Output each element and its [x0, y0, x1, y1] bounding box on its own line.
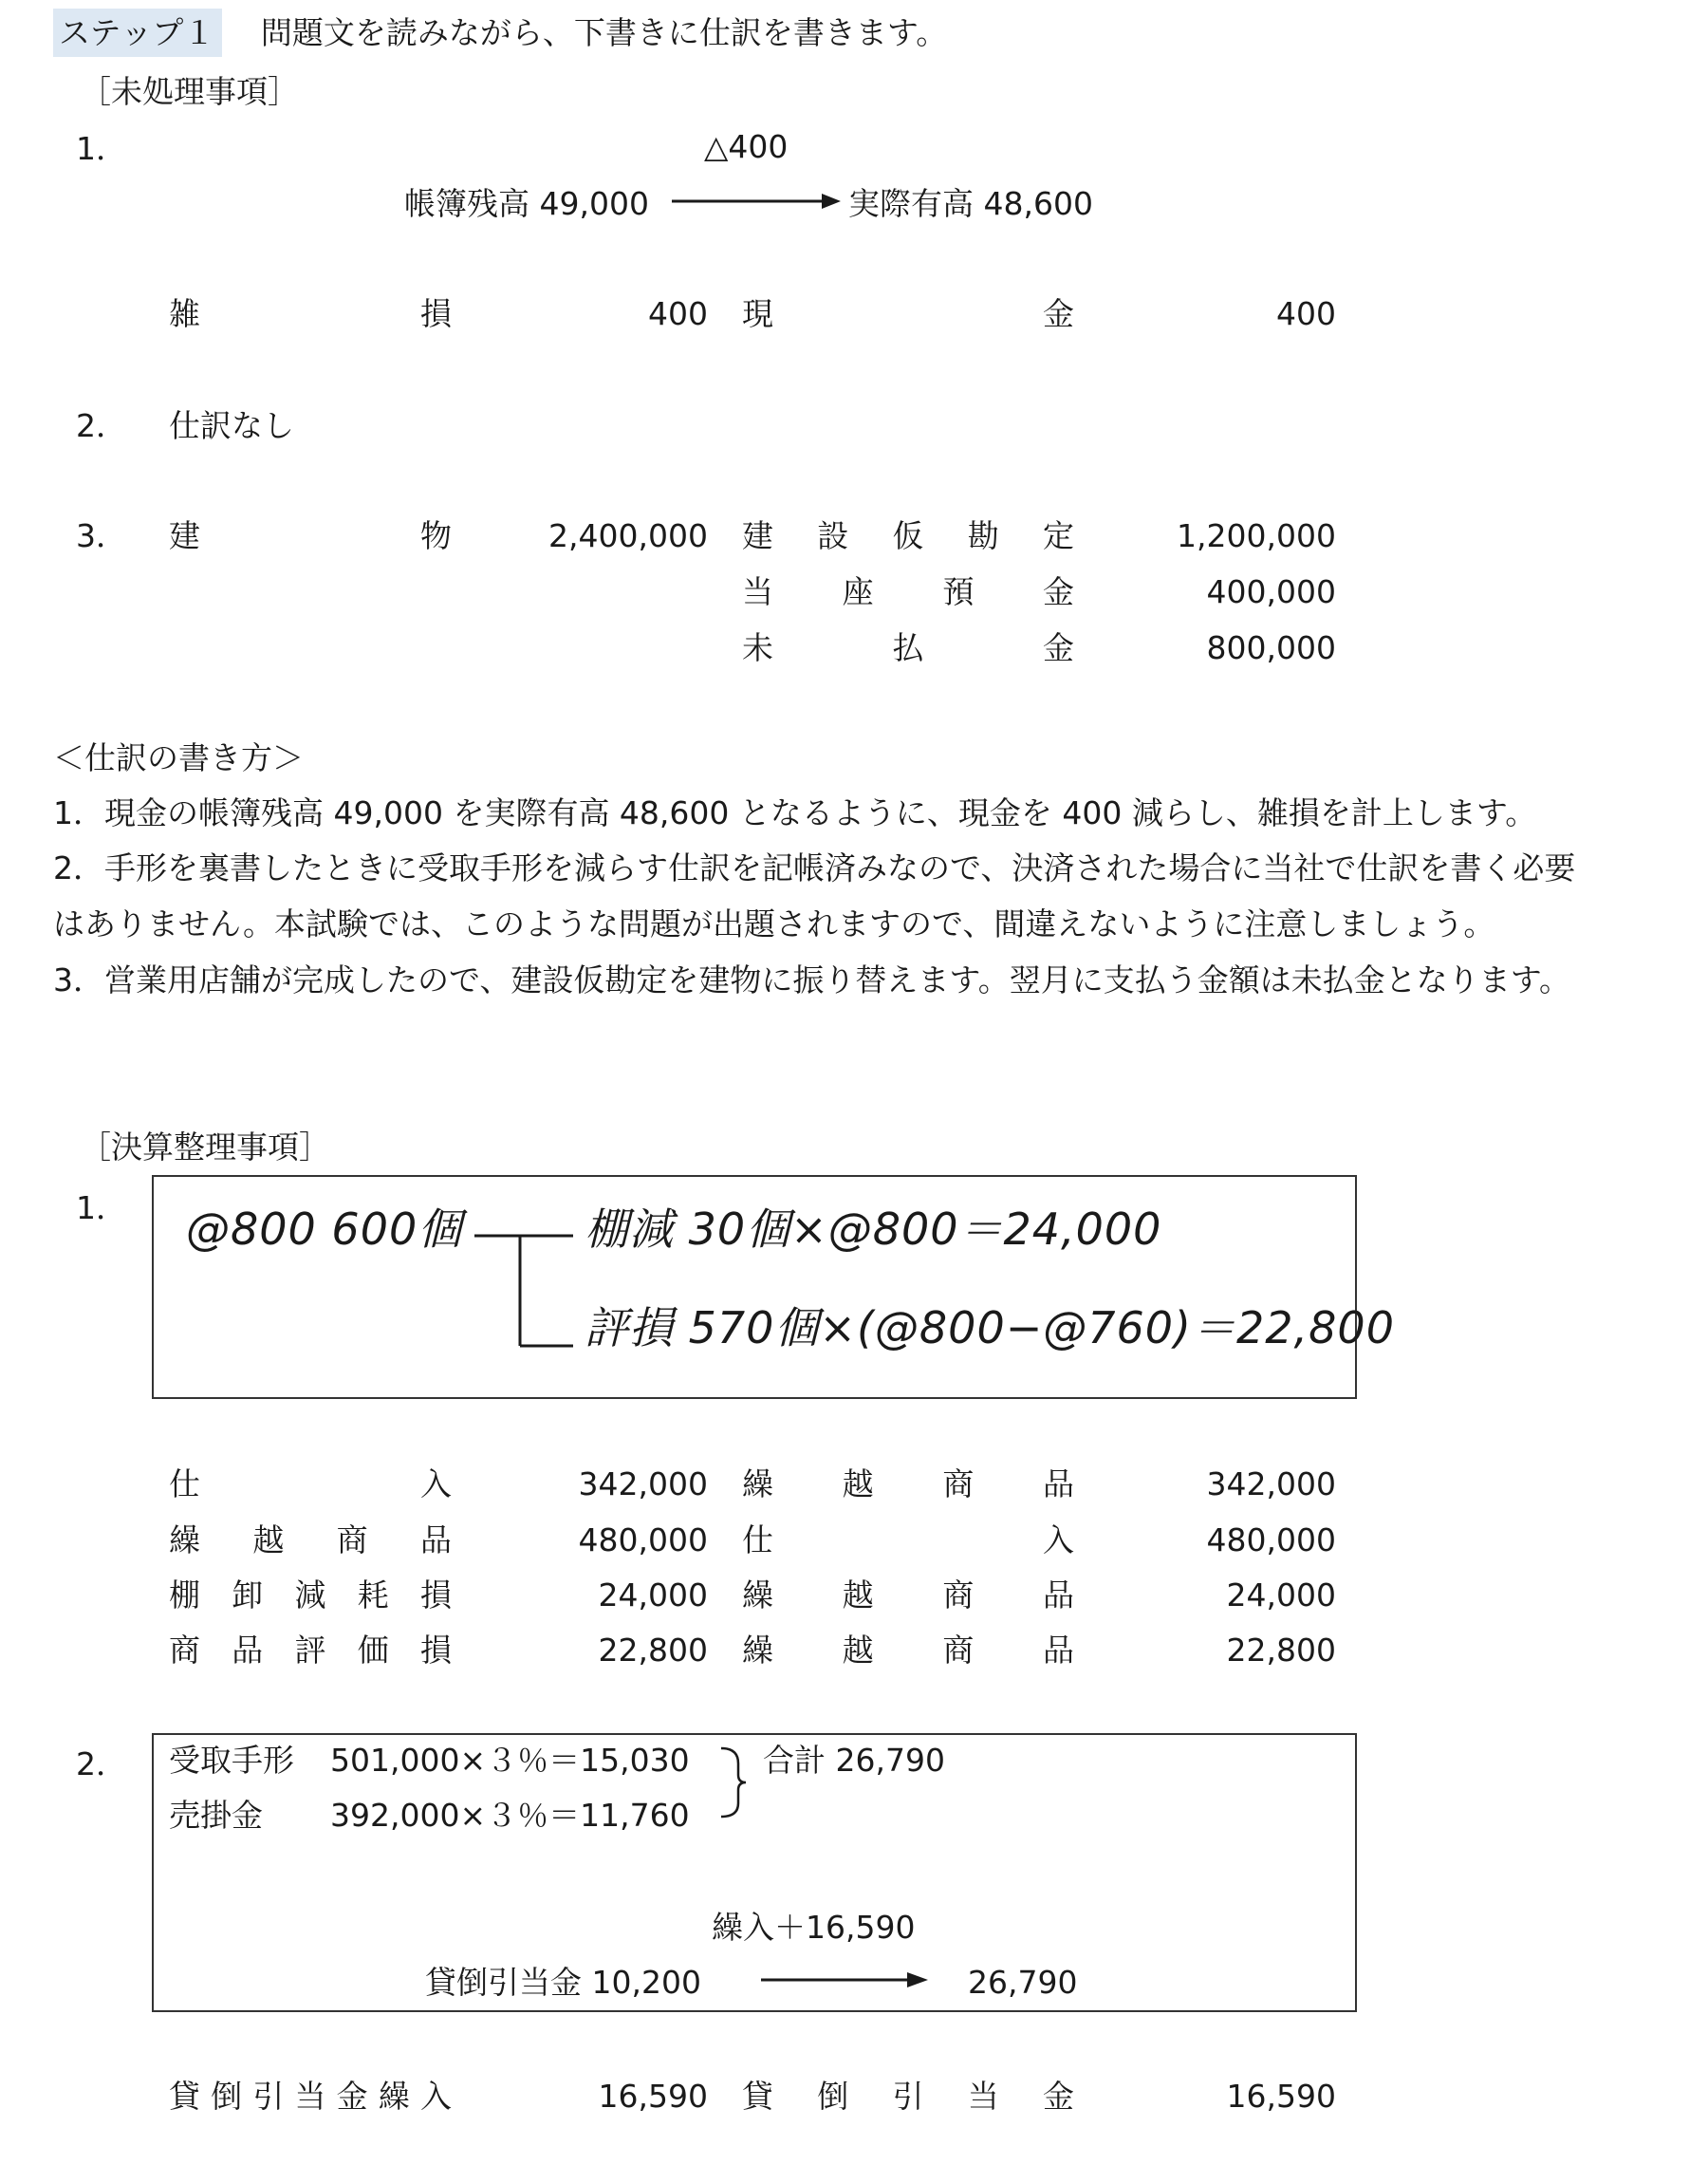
allowance-before: 貸倒引当金 10,200 [425, 1964, 701, 2001]
entry-credit-account: 現 金 [742, 295, 1074, 332]
entry-credit-amount: 16,590 [1226, 2078, 1336, 2115]
entry-credit-amount: 1,200,000 [1177, 517, 1336, 554]
entry-debit-amount: 22,800 [598, 1632, 708, 1669]
entry-credit-account: 建 設 仮 勘 定 [742, 517, 1074, 554]
unprocessed-item2-num: 2． [76, 407, 127, 444]
unprocessed-item3-num: 3． [76, 517, 127, 554]
actual-balance: 実際有高 48,600 [848, 185, 1093, 222]
accounts-receivable-calc: 392,000×３％＝11,760 [330, 1797, 690, 1834]
entry-debit-account: 貸 倒 引 当 金 繰 入 [169, 2078, 452, 2115]
memo-shortage: 棚減 30個×@800＝24,000 [585, 1203, 1162, 1255]
arrow-right-icon [672, 190, 843, 213]
brace-icon [719, 1744, 748, 1820]
entry-debit-amount: 342,000 [578, 1465, 708, 1502]
howto-title: ＜仕訳の書き方＞ [53, 739, 304, 776]
entry-debit-amount: 16,590 [598, 2078, 708, 2115]
howto-line: 2．手形を裏書したときに受取手形を減らす仕訳を記帳済みなので、決済された場合に当社で仕訳を書く必要 [53, 849, 1576, 886]
entry-credit-amount: 800,000 [1206, 629, 1336, 666]
entry-debit-account: 繰 越 商 品 [169, 1521, 452, 1558]
howto-line: 1．現金の帳簿残高 49,000 を実際有高 48,600 となるように、現金を 400 減らし、雑損を計上します。 [53, 794, 1537, 831]
bracket-lines [474, 1224, 588, 1357]
entry-credit-account: 繰 越 商 品 [742, 1632, 1074, 1669]
step-header [53, 14, 948, 51]
accounts-receivable-label: 売掛金 [169, 1797, 263, 1834]
memo-devaluation: 評損 570個×(@800−@760)＝22,800 [585, 1302, 1395, 1353]
entry-debit-amount: 2,400,000 [548, 517, 708, 554]
delta-label: △400 [704, 128, 789, 165]
allowance-increase: 繰入＋16,590 [712, 1909, 916, 1946]
entry-debit-account: 建 物 [169, 517, 452, 554]
arrow-right-icon [761, 1968, 932, 1991]
entry-credit-amount: 400,000 [1206, 573, 1336, 610]
adjustment-title: ［決算整理事項］ [80, 1129, 330, 1166]
entry-debit-amount: 480,000 [578, 1521, 708, 1558]
entry-debit-amount: 400 [648, 295, 708, 332]
entry-credit-account: 仕 入 [742, 1521, 1074, 1558]
entry-credit-account: 未 払 金 [742, 629, 1074, 666]
unprocessed-item1-num: 1． [76, 130, 127, 167]
howto-line: 3．営業用店舗が完成したので、建設仮勘定を建物に振り替えます。翌月に支払う金額は未払金となります。 [53, 961, 1571, 998]
entry-credit-account: 貸 倒 引 当 金 [742, 2078, 1074, 2115]
entry-credit-amount: 24,000 [1226, 1576, 1336, 1614]
entry-credit-account: 繰 越 商 品 [742, 1576, 1074, 1614]
memo-unit-cost: @800 600個 [186, 1203, 463, 1255]
step-label: ステップ１ [53, 9, 222, 57]
entry-credit-amount: 480,000 [1206, 1521, 1336, 1558]
howto-line: はありません。本試験では、このような問題が出題されますので、間違えないように注意しましょう。 [53, 905, 1495, 942]
entry-credit-amount: 22,800 [1226, 1632, 1336, 1669]
entry-debit-amount: 24,000 [598, 1576, 708, 1614]
entry-credit-account: 当 座 預 金 [742, 573, 1074, 610]
unprocessed-title: ［未処理事項］ [80, 73, 299, 110]
entry-debit-account: 仕 入 [169, 1465, 452, 1502]
notes-receivable-label: 受取手形 [169, 1742, 294, 1779]
allowance-total: 合計 26,790 [763, 1742, 945, 1779]
entry-credit-account: 繰 越 商 品 [742, 1465, 1074, 1502]
entry-credit-amount: 400 [1276, 295, 1336, 332]
entry-credit-amount: 342,000 [1206, 1465, 1336, 1502]
allowance-after: 26,790 [968, 1964, 1078, 2001]
book-balance: 帳簿残高 49,000 [404, 185, 649, 222]
notes-receivable-calc: 501,000×３％＝15,030 [330, 1742, 690, 1779]
no-entry-text: 仕訳なし [169, 407, 294, 444]
entry-debit-account: 商 品 評 価 損 [169, 1632, 452, 1669]
entry-debit-account: 雑 損 [169, 295, 452, 332]
entry-debit-account: 棚 卸 減 耗 損 [169, 1576, 452, 1614]
adjustment-item1-num: 1． [76, 1189, 127, 1226]
adjustment-item2-num: 2． [76, 1745, 127, 1782]
step-instruction: 問題文を読みながら、下書きに仕訳を書きます。 [260, 14, 948, 51]
